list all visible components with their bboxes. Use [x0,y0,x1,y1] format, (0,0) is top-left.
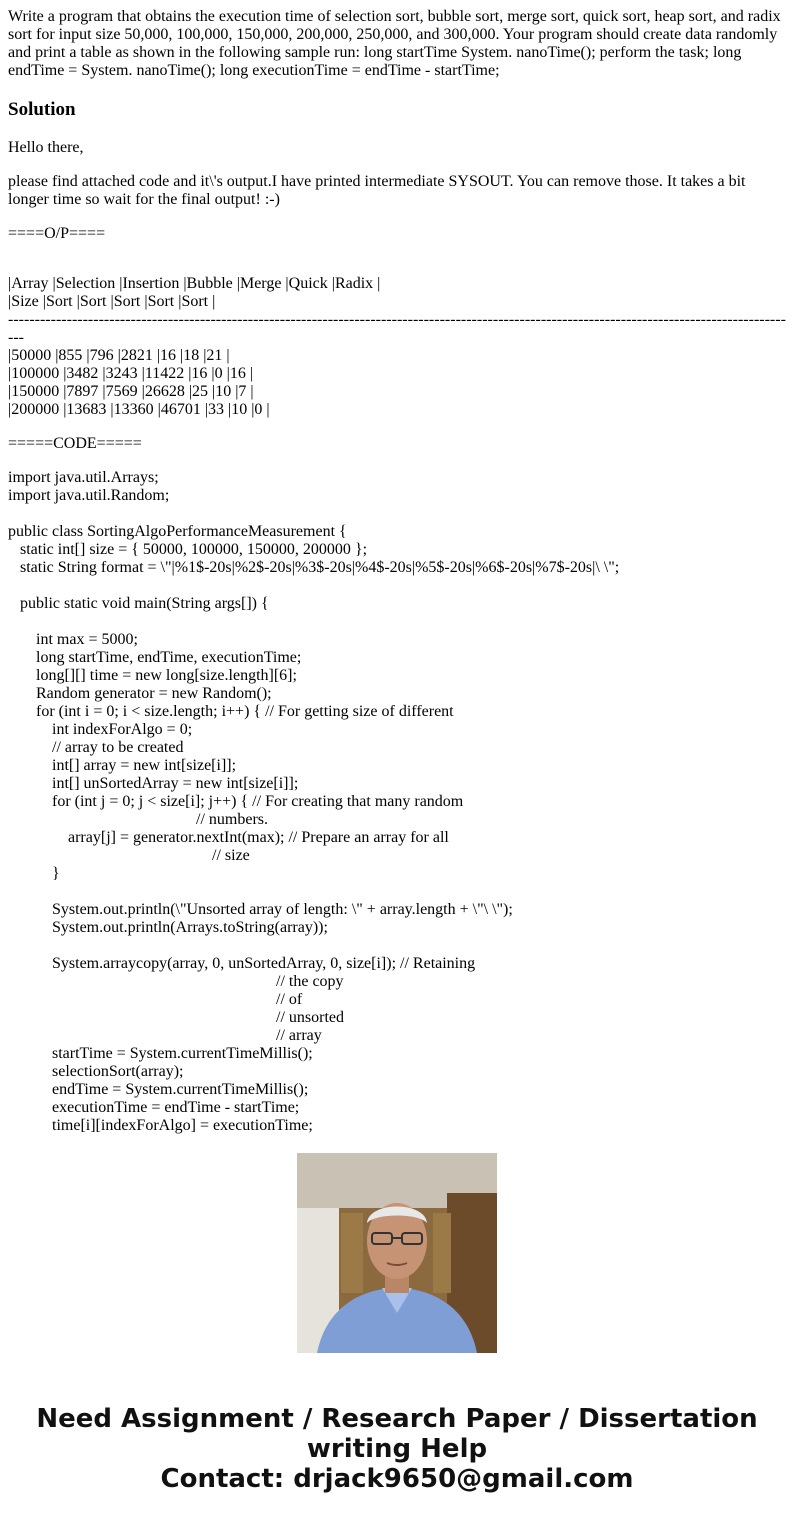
code-line: // array [8,1027,322,1044]
code-line: int[] array = new int[size[i]]; [8,757,237,774]
promo-line: writing Help [306,1434,488,1464]
output-row: |150000 |7897 |7569 |26628 |25 |10 |7 | [8,383,254,400]
code-line [8,883,786,901]
spacer [8,259,786,275]
output-header-line: |Array |Selection |Insertion |Bubble |Merge |Quick |Radix | [8,275,381,292]
code-line: // array to be created [8,739,184,756]
code-line: time[i][indexForAlgo] = executionTime; [8,1117,313,1134]
output-separator: ----------------------------------------------------------------------------------------------------------------------------------------------------- [8,311,786,346]
code-line: public static void main(String args[]) { [8,595,269,612]
code-line: long startTime, endTime, executionTime; [8,649,302,666]
output-table [8,275,786,419]
code-line: public class SortingAlgoPerformanceMeasurement { [8,523,347,540]
code-line: Random generator = new Random(); [8,685,272,702]
code-line: System.arraycopy(array, 0, unSortedArray, 0, size[i]); // Retaining [8,955,476,972]
question-text: Write a program that obtains the execution time of selection sort, bubble sort, merge sort, quick sort, heap sort, and radix sort for input size 50,000, 100,000, 150,000, 200,000, 250,000, and 300,000. Your program should create data randomly and print a table as shown in the following sample run: long startTime System. nanoTime(); perform the task; long endTime = System. nanoTime(); long executionTime = endTime - startTime; [8,8,781,79]
output-row: |50000 |855 |796 |2821 |16 |18 |21 | [8,347,230,364]
code-line: endTime = System.currentTimeMillis(); [8,1081,309,1098]
code-line [8,505,786,523]
intro-text: please find attached code and it\'s output.I have printed intermediate SYSOUT. You can remove those. It takes a bit longer time so wait for the final output! :-) [8,173,746,208]
code-line: // of [8,991,303,1008]
code-line: for (int i = 0; i < size.length; i++) { // For getting size of different [8,703,454,720]
code-line: long[][] time = new long[size.length][6]; [8,667,297,684]
code-line: int[] unSortedArray = new int[size[i]]; [8,775,299,792]
code-line [8,613,786,631]
code-line: } [8,865,60,882]
promo-line: Need Assignment / Research Paper / Dissertation [36,1404,758,1434]
code-line: array[j] = generator.nextInt(max); // Prepare an array for all [8,829,449,846]
output-label: ====O/P==== [8,225,106,242]
code-block [8,469,786,1135]
greeting-text: Hello there, [8,139,84,156]
code-line: // size [8,847,250,864]
code-label: =====CODE===== [8,435,142,452]
author-avatar [297,1153,497,1353]
author-photo-icon [297,1153,497,1353]
code-line: for (int j = 0; j < size[i]; j++) { // For creating that many random [8,793,464,810]
code-line [8,937,786,955]
output-row: |200000 |13683 |13360 |46701 |33 |10 |0 | [8,401,270,418]
solution-heading: Solution [8,99,76,120]
code-line: // the copy [8,973,344,990]
code-line: selectionSort(array); [8,1063,184,1080]
spacer [8,419,786,435]
code-line: // unsorted [8,1009,344,1026]
code-line: executionTime = endTime - startTime; [8,1099,300,1116]
code-line: static String format = \"|%1$-20s|%2$-20s|%3$-20s|%4$-20s|%5$-20s|%6$-20s|%7$-20s|\ \"; [8,559,620,576]
code-line: System.out.println(\"Unsorted array of length: \" + array.length + \"\ \"); [8,901,513,918]
code-line: System.out.println(Arrays.toString(array)); [8,919,328,936]
code-line: static int[] size = { 50000, 100000, 150000, 200000 }; [8,541,368,558]
promo-contact: Contact: drjack9650@gmail.com [160,1464,634,1494]
code-line: int indexForAlgo = 0; [8,721,193,738]
code-line [8,577,786,595]
code-line: // numbers. [8,811,268,828]
promo-banner [0,1404,794,1494]
code-line: import java.util.Random; [8,487,170,504]
code-line: int max = 5000; [8,631,138,648]
code-line: startTime = System.currentTimeMillis(); [8,1045,313,1062]
output-header-line: |Size |Sort |Sort |Sort |Sort |Sort | [8,293,216,310]
code-line: import java.util.Arrays; [8,469,159,486]
output-row: |100000 |3482 |3243 |11422 |16 |0 |16 | [8,365,254,382]
solution-body [8,139,786,1134]
